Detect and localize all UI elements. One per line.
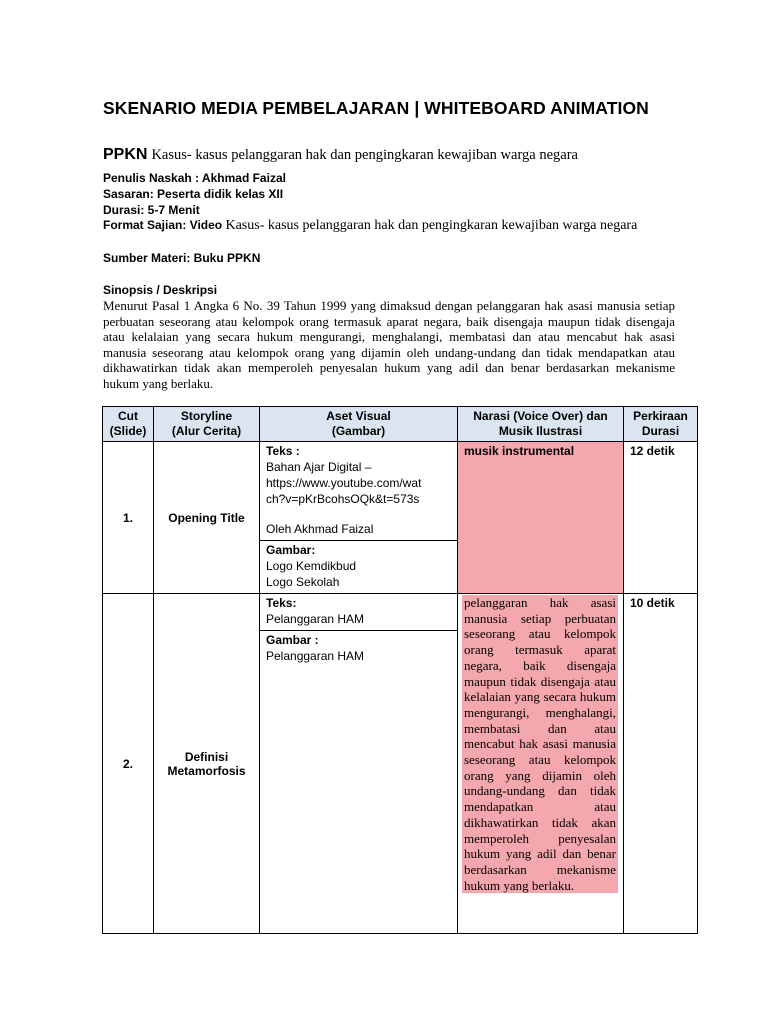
document-title: SKENARIO MEDIA PEMBELAJARAN | WHITEBOARD ANIMATION bbox=[103, 98, 649, 118]
header-visual: Aset Visual (Gambar) bbox=[260, 407, 458, 442]
storyline-cell bbox=[154, 594, 260, 934]
visual-cell bbox=[260, 442, 458, 594]
storyline-line: Metamorfosis bbox=[167, 763, 246, 778]
gambar-line: Logo Sekolah bbox=[266, 575, 340, 589]
meta-penulis: Penulis Naskah : Akhmad Faizal bbox=[103, 171, 286, 185]
durasi-cell bbox=[624, 594, 698, 934]
teks-label: Teks: bbox=[266, 596, 297, 610]
visual-cell bbox=[260, 594, 458, 934]
subject-line bbox=[103, 146, 673, 164]
header-narasi: Narasi (Voice Over) dan Musik Ilustrasi bbox=[458, 407, 624, 442]
durasi-cell bbox=[624, 442, 698, 594]
sinopsis-heading: Sinopsis / Deskripsi bbox=[103, 283, 218, 297]
gambar-line: Logo Kemdikbud bbox=[266, 559, 357, 573]
visual-teks-block bbox=[260, 442, 457, 540]
header-durasi: Perkiraan Durasi bbox=[624, 407, 698, 442]
header-storyline: Storyline (Alur Cerita) bbox=[154, 407, 260, 442]
table-row bbox=[103, 442, 698, 594]
teks-credit: Oleh Akhmad Faizal bbox=[266, 522, 374, 536]
subject-topic: Kasus- kasus pelanggaran hak dan pengingkaran kewajiban warga negara bbox=[151, 147, 578, 163]
scenario-table bbox=[102, 406, 698, 934]
visual-gambar-block bbox=[260, 540, 457, 593]
table-header-row bbox=[103, 407, 698, 442]
meta-format-value: Kasus- kasus pelanggaran hak dan pengingkaran kewajiban warga negara bbox=[225, 218, 638, 233]
meta-format bbox=[103, 218, 673, 233]
visual-teks-block bbox=[260, 594, 457, 630]
teks-label: Teks : bbox=[266, 444, 300, 458]
gambar-label: Gambar: bbox=[266, 543, 316, 557]
meta-durasi: Durasi: 5-7 Menit bbox=[103, 203, 200, 217]
meta-sasaran: Sasaran: Peserta didik kelas XII bbox=[103, 187, 284, 201]
sinopsis-paragraph: Menurut Pasal 1 Angka 6 No. 39 Tahun 1999 yang dimaksud dengan pelanggaran hak asasi manusia setiap perbuatan seseorang atau kelompok orang termasuk aparat negara, baik disengaja maupun tidak disengaja atau kelalaian yang secara hukum mengurangi, menghalangi, membatasi dan atau mencabut hak asasi manusia seseorang atau kelompok orang yang dijamin oleh undang-undang dan tidak mendapatkan atau dikhawatirkan tidak akan memperoleh penyesalan hukum yang adil dan benar berdasarkan mekanisme hukum yang berlaku. bbox=[103, 298, 675, 391]
table-row bbox=[103, 594, 698, 934]
narasi-cell bbox=[458, 442, 624, 594]
subject-code: PPKN bbox=[103, 146, 148, 163]
teks-line: https://www.youtube.com/wat bbox=[266, 476, 422, 490]
storyline-line: Definisi bbox=[184, 749, 229, 764]
gambar-label: Gambar : bbox=[266, 633, 319, 647]
teks-line: Pelanggaran HAM bbox=[266, 612, 365, 626]
gambar-line: Pelanggaran HAM bbox=[266, 649, 365, 663]
durasi-text: 12 detik bbox=[630, 444, 675, 458]
header-cut: Cut (Slide) bbox=[103, 407, 154, 442]
narasi-cell bbox=[458, 594, 624, 934]
meta-format-label: Format Sajian: Video bbox=[103, 218, 223, 232]
narasi-text: pelanggaran hak asasi manusia setiap perbuatan seseorang atau kelompok orang termasuk aparat negara, baik disengaja maupun tidak disengaja atau kelalaian yang secara hukum mengurangi, menghalangi, membatasi dan atau mencabut hak asasi manusia seseorang atau kelompok orang yang dijamin oleh undang-undang dan tidak mendapatkan atau dikhawatirkan tidak akan memperoleh penyesalan hukum yang adil dan benar berdasarkan mekanisme hukum yang berlaku. bbox=[464, 595, 616, 893]
visual-gambar-block bbox=[260, 630, 457, 667]
teks-line: Bahan Ajar Digital – bbox=[266, 460, 372, 474]
meta-sumber: Sumber Materi: Buku PPKN bbox=[103, 251, 261, 265]
narasi-text: musik instrumental bbox=[464, 444, 575, 458]
storyline-cell: Opening Title bbox=[154, 442, 260, 594]
durasi-text: 10 detik bbox=[630, 596, 675, 610]
teks-line: ch?v=pKrBcohsOQk&t=573s bbox=[266, 492, 420, 506]
cut-number: 2. bbox=[103, 594, 154, 934]
cut-number: 1. bbox=[103, 442, 154, 594]
